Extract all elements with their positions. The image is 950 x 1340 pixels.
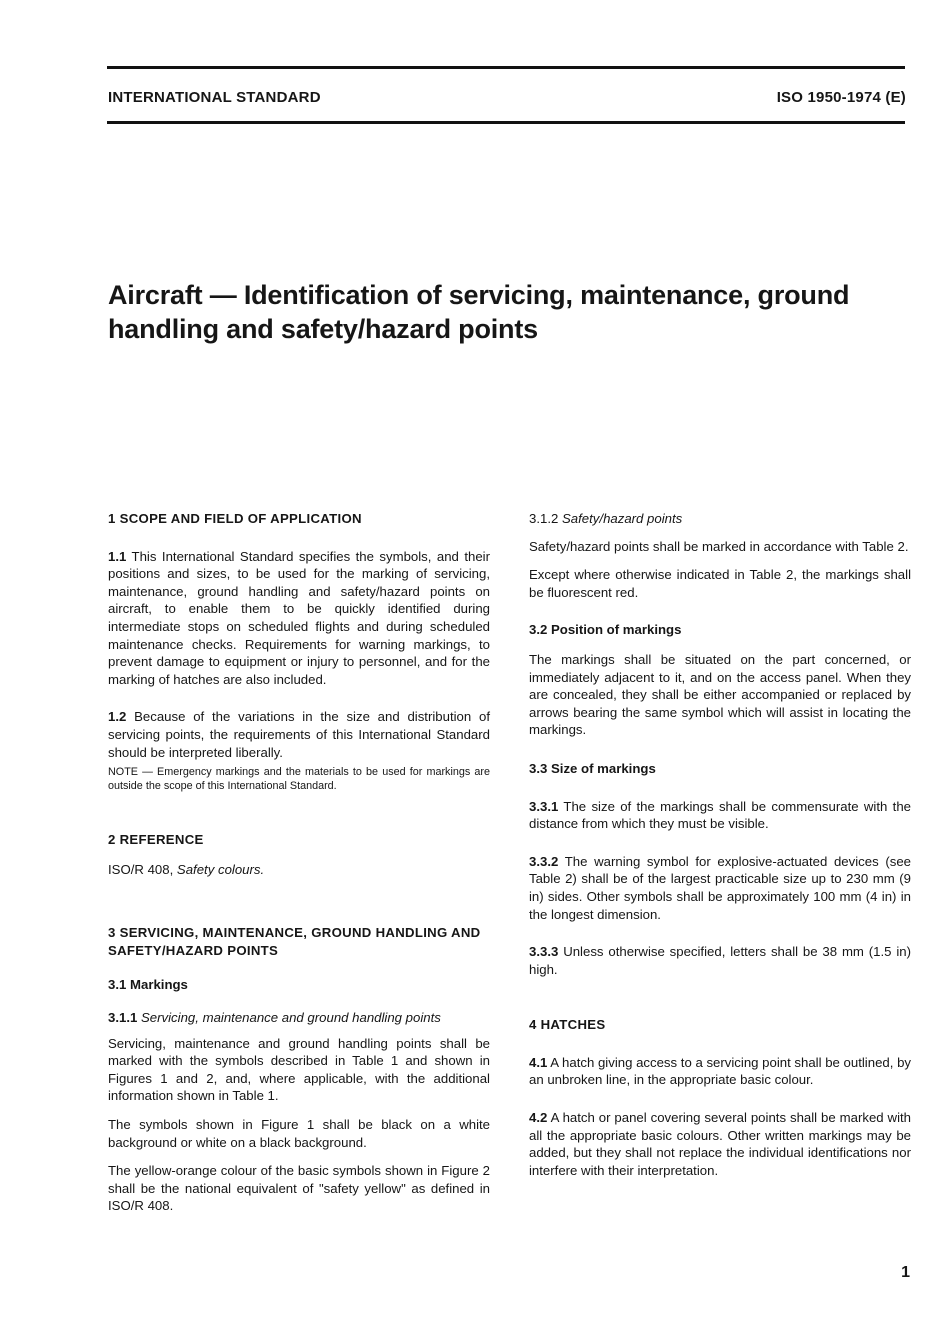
section-3-2-heading: 3.2 Position of markings [529, 622, 682, 638]
left-column [108, 510, 490, 1215]
paragraph-4-2 [529, 1109, 911, 1179]
paragraph-3-1-2-a: Safety/hazard points shall be marked in accordance with Table 2. [529, 538, 909, 554]
section-4-heading: 4 HATCHES [529, 1017, 606, 1033]
clause-number: 3.1.2 [529, 511, 559, 526]
clause-number: 4.1 [529, 1054, 548, 1070]
clause-text: This International Standard specifies the symbols, and their positions and sizes, to be used for the marking of servicing, maintenance, ground handling and safety/hazard points on aircraft, to enable them to be quickly identified during intermediate stops on scheduled flights and during scheduled maintenance checks. Requirements for warning markings, to prevent damage to equipment or injury to personnel, and for the marking of hatches are also included. [108, 548, 490, 687]
clause-number: 4.2 [529, 1110, 548, 1126]
clause-number: 3.3.1 [529, 798, 559, 814]
clause-number: 3.3.2 [529, 853, 559, 869]
reference-title: Safety colours. [176, 861, 265, 877]
paragraph-3-3-2 [529, 853, 911, 923]
clause-text: Unless otherwise specified, letters shall be 38 mm (1.5 in) high. [529, 944, 911, 977]
paragraph-3-1-2-b: Except where otherwise indicated in Table 2, the markings shall be fluorescent red. [529, 567, 911, 600]
paragraph-3-1-1-b: The symbols shown in Figure 1 shall be black on a white background or white on a black background. [108, 1117, 490, 1150]
paragraph-3-1-1-c: The yellow-orange colour of the basic symbols shown in Figure 2 shall be the national equivalent of "safety yellow" as defined in ISO/R 408. [108, 1163, 490, 1214]
paragraph-4-1 [529, 1054, 911, 1089]
paragraph-3-1-1-a: Servicing, maintenance and ground handling points shall be marked with the symbols described in Table 1 and shown in Figures 1 and 2, and, where applicable, with the additional information shown in Table 1. [108, 1035, 490, 1104]
clause-text: The size of the markings shall be commensurate with the distance from which they must be visible. [529, 798, 911, 832]
clause-text: A hatch or panel covering several points shall be marked with all the appropriate basic colours. Other written markings may be added, but they shall not replace the individual identifications nor interfere with their interpretation. [529, 1110, 911, 1178]
header-standard-label: INTERNATIONAL STANDARD [108, 89, 321, 106]
reference-entry [108, 861, 490, 879]
right-column [529, 510, 911, 1179]
section-3-heading: 3 SERVICING, MAINTENANCE, GROUND HANDLING AND SAFETY/HAZARD POINTS [108, 925, 481, 958]
clause-text: A hatch giving access to a servicing point shall be outlined, by an unbroken line, in the appropriate basic colour. [529, 1054, 911, 1088]
page-number: 1 [901, 1264, 910, 1281]
clause-number: 3.3.3 [529, 944, 559, 960]
section-3-1-heading: 3.1 Markings [108, 976, 188, 992]
clause-text: Because of the variations in the size and distribution of servicing points, the requirements of this International Standard should be interpreted liberally. [108, 709, 490, 760]
paragraph-3-2: The markings shall be situated on the part concerned, or immediately adjacent to it, and on the access panel. When they are concealed, they shall be either accompanied or replaced by arrows bearing the same symbol which will assist in locating the markings. [529, 651, 911, 738]
clause-text: The warning symbol for explosive-actuated devices (see Table 2) shall be of the largest practicable size up to 230 mm (9 in) sides. Other symbols shall be approximately 100 mm (4 in) in the longest dimension. [529, 853, 911, 922]
reference-number: ISO/R 408, [108, 861, 174, 877]
paragraph-3-3-3 [529, 943, 911, 978]
section-3-3-heading: 3.3 Size of markings [529, 760, 656, 776]
header-bottom-rule [107, 121, 905, 124]
subsection-title: Servicing, maintenance and ground handling points [141, 1010, 441, 1026]
section-1-heading: 1 SCOPE AND FIELD OF APPLICATION [108, 511, 362, 526]
paragraph-1-1 [108, 548, 490, 689]
document-title: Aircraft — Identification of servicing, maintenance, ground handling and safety/hazard points [108, 280, 850, 344]
section-2-heading: 2 REFERENCE [108, 832, 204, 848]
clause-number: 3.1.1 [108, 1010, 138, 1026]
subsection-3-1-2-heading [529, 510, 911, 528]
clause-number: 1.1 [108, 548, 127, 564]
scope-note: NOTE — Emergency markings and the materials to be used for markings are outside the scope of this International Standard. [108, 766, 490, 793]
header-top-rule [107, 66, 905, 69]
subsection-title: Safety/hazard points [562, 511, 683, 526]
clause-number: 1.2 [108, 709, 127, 725]
paragraph-1-2 [108, 708, 490, 761]
subsection-3-1-1-heading [108, 1009, 490, 1027]
paragraph-3-3-1 [529, 798, 911, 833]
header-standard-number: ISO 1950-1974 (E) [776, 89, 906, 106]
